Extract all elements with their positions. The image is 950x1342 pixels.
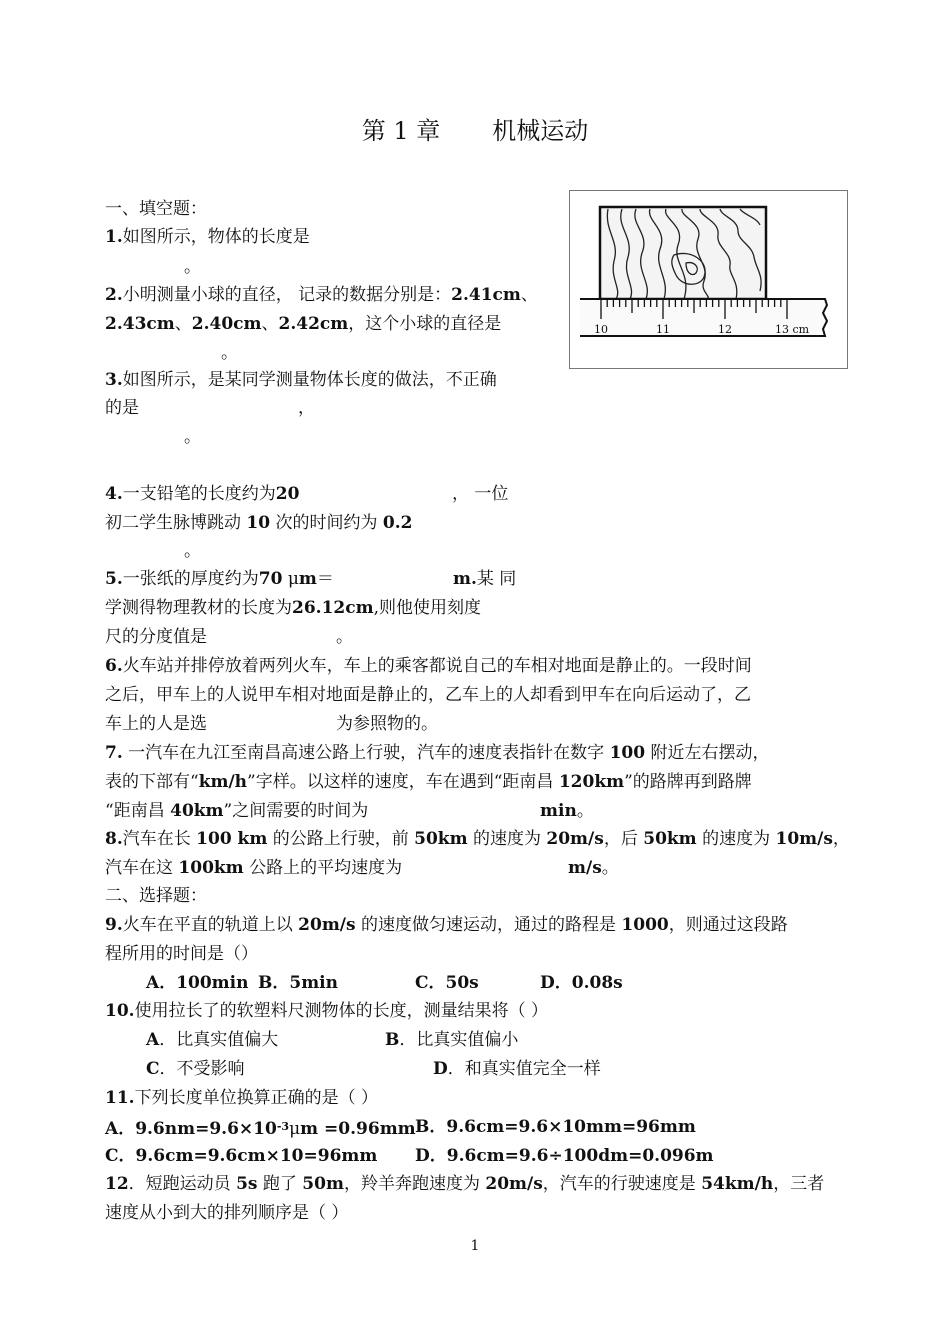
section-fill-in-heading: 一、填空题： bbox=[105, 199, 207, 219]
question-5-answer-end: 。 bbox=[336, 627, 353, 647]
question-9-line-2: 程所用的时间是（） bbox=[105, 944, 258, 964]
question-12-line-2: 速度从小到大的排列顺序是（ ） bbox=[105, 1203, 349, 1223]
question-7-unit: min。 bbox=[540, 801, 594, 821]
question-6-line-3: 车上的人是选 bbox=[105, 714, 207, 734]
chapter-number: 第 1 章 bbox=[361, 117, 441, 145]
question-6-line-2: 之后，甲车上的人说甲车相对地面是静止的，乙车上的人却看到甲车在向后运动了，乙 bbox=[105, 685, 751, 705]
question-4-line-1: 4.一支铅笔的长度约为20 bbox=[105, 484, 300, 504]
question-8-unit: m/s。 bbox=[568, 858, 619, 878]
question-10-option-d: D．和真实值完全一样 bbox=[433, 1059, 601, 1079]
ruler-label-13cm: 13 cm bbox=[774, 323, 810, 336]
question-9-line-1: 9.火车在平直的轨道上以 20m/s 的速度做匀速运动，通过的路程是 1000，则通过这段路 bbox=[105, 915, 788, 935]
question-text: 如图所示，物体的长度是 bbox=[122, 227, 310, 247]
question-6-line-3-end: 为参照物的。 bbox=[336, 714, 438, 734]
question-3-line-1: 3.如图所示，是某同学测量物体长度的做法，不正确 bbox=[105, 370, 497, 390]
question-10-option-c: C．不受影响 bbox=[146, 1059, 245, 1079]
question-9-option-d: D．0.08s bbox=[540, 973, 623, 993]
page-number: 1 bbox=[470, 1238, 480, 1254]
question-4-line-1-end: ， 一位 bbox=[452, 484, 509, 504]
question-2-line-2: 2.43cm、2.40cm、2.42cm，这个小球的直径是 bbox=[105, 314, 502, 334]
ruler-measurement-image bbox=[570, 191, 847, 368]
question-4-line-2: 初二学生脉博跳动 10 次的时间约为 0.2 bbox=[105, 513, 413, 533]
question-4-answer-end: 。 bbox=[184, 541, 201, 561]
section-choice-heading: 二、选择题： bbox=[105, 886, 207, 906]
question-11-option-c: C．9.6cm=9.6cm×10=96mm bbox=[105, 1146, 378, 1166]
ruler-label-12: 12 bbox=[718, 323, 732, 336]
question-11-option-d: D．9.6cm=9.6÷100dm=0.096m bbox=[415, 1146, 714, 1166]
ruler-label-11: 11 bbox=[656, 323, 670, 336]
question-5-line-3: 尺的分度值是 bbox=[105, 627, 207, 647]
question-10-line-1: 10.使用拉长了的软塑料尺测物体的长度，测量结果将（ ） bbox=[105, 1001, 548, 1021]
question-11-option-b: B．9.6cm=9.6×10mm=96mm bbox=[415, 1117, 696, 1137]
question-3-answer-end: 。 bbox=[184, 427, 201, 447]
question-7-line-2: 表的下部有“km/h”字样。以这样的速度，车在遇到“距南昌 120km”的路牌再到路牌 bbox=[105, 772, 752, 792]
question-2-line-1: 2.小明测量小球的直径， 记录的数据分别是：2.41cm、 bbox=[105, 285, 538, 305]
question-5-line-1-end: m.某 同 bbox=[453, 569, 517, 589]
question-8-line-1: 8.汽车在长 100 km 的公路上行驶，前 50km 的速度为 20m/s，后 50km 的速度为 10m/s， bbox=[105, 829, 850, 849]
question-5-line-2: 学测得物理教材的长度为26.12cm,则他使用刻度 bbox=[105, 598, 481, 618]
ruler-figure bbox=[569, 190, 848, 369]
question-8-line-2: 汽车在这 100km 公路上的平均速度为 bbox=[105, 858, 403, 878]
question-number: 1. bbox=[105, 227, 123, 247]
question-3-line-2: 的是 bbox=[105, 398, 139, 418]
question-9-option-b: B．5min bbox=[258, 973, 339, 993]
chapter-title bbox=[0, 116, 950, 146]
question-11-line-1: 11.下列长度单位换算正确的是（ ） bbox=[105, 1088, 378, 1108]
question-9-option-a: A．100min bbox=[146, 973, 249, 993]
question-1 bbox=[105, 226, 310, 248]
question-6-line-1: 6.火车站并排停放着两列火车，车上的乘客都说自己的车相对地面是静止的。一段时间 bbox=[105, 656, 752, 676]
question-10-option-a: A．比真实值偏大 bbox=[146, 1030, 279, 1050]
question-10-option-b: B．比真实值偏小 bbox=[385, 1030, 519, 1050]
question-1-answer-end: 。 bbox=[184, 257, 201, 277]
question-7-line-1: 7. 一汽车在九江至南昌高速公路上行驶，汽车的速度表指针在数字 100 附近左右摆动， bbox=[105, 743, 770, 763]
question-12-line-1: 12．短跑运动员 5s 跑了 50m，羚羊奔跑速度为 20m/s，汽车的行驶速度是 54km/h，三者 bbox=[105, 1174, 825, 1194]
ruler-label-10: 10 bbox=[594, 323, 608, 336]
question-5-line-1: 5.一张纸的厚度约为70 μm＝ bbox=[105, 569, 334, 589]
chapter-name: 机械运动 bbox=[492, 117, 589, 145]
question-3-comma: ， bbox=[298, 398, 315, 418]
question-7-line-3: “距南昌 40km”之间需要的时间为 bbox=[105, 801, 369, 821]
question-2-answer-end: 。 bbox=[221, 343, 238, 363]
question-11-option-a: A．$9.6nm=9.6\times 10^{-3}\mu m =0.96mm$ bbox=[105, 1119, 416, 1139]
question-9-option-c: C．50s bbox=[415, 973, 479, 993]
